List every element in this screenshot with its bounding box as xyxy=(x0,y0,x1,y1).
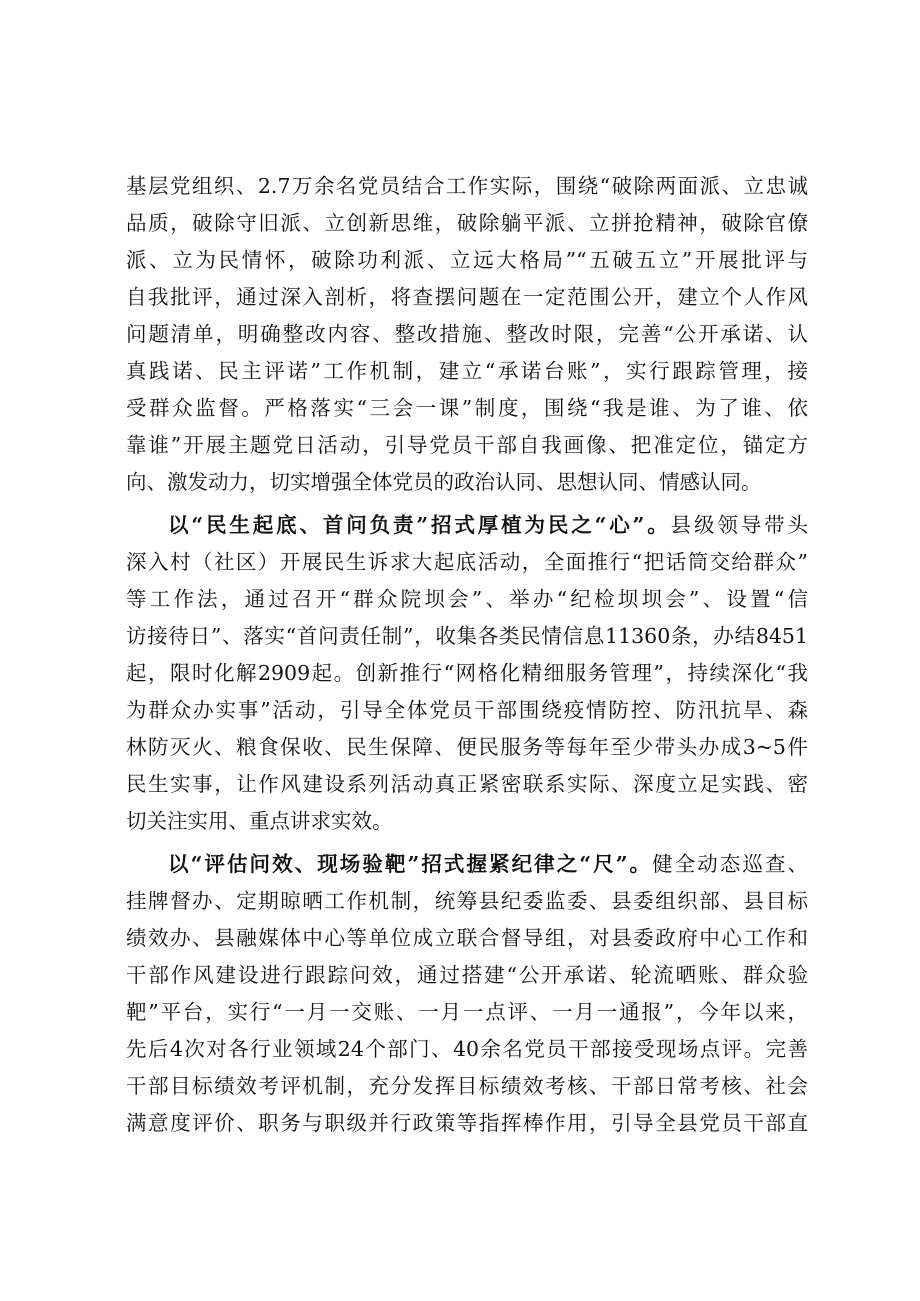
text-line: 等工作法，通过召开“群众院坝会”、举办“纪检坝坝会”、设置“信 xyxy=(126,587,808,611)
paragraph-heading: 以“民生起底、首问负责”招式厚植为民之“心”。 xyxy=(168,513,671,537)
text-line: 先后4次对各行业领域24个部门、40余名党员干部接受现场点评。完善 xyxy=(126,1037,808,1061)
text-run: 县级领导带头 xyxy=(670,513,808,537)
text-line: 为群众办实事”活动，引导全体党员干部围绕疫情防控、防汛抗旱、森 xyxy=(126,698,808,722)
text-line: 深入村（社区）开展民生诉求大起底活动，全面推行“把话筒交给群众” xyxy=(126,550,808,574)
text-line: 干部目标绩效考评机制，充分发挥目标绩效考核、干部日常考核、社会 xyxy=(126,1074,808,1098)
text-line: 民生实事，让作风建设系列活动真正紧密联系实际、深度立足实践、密 xyxy=(126,772,808,796)
text-line: 自我批评，通过深入剖析，将查摆问题在一定范围公开，建立个人作风 xyxy=(126,285,808,309)
text-line: 靶”平台，实行“一月一交账、一月一点评、一月一通报”，今年以来， xyxy=(126,1000,808,1024)
text-line: 基层党组织、2.7万余名党员结合工作实际，围绕“破除两面派、立忠诚 xyxy=(126,174,808,198)
text-line: 干部作风建设进行跟踪问效，通过搭建“公开承诺、轮流晒账、群众验 xyxy=(126,963,808,987)
text-line: 靠谁”开展主题党日活动，引导党员干部自我画像、把准定位，锚定方 xyxy=(126,433,808,457)
text-line: 满意度评价、职务与职级并行政策等指挥棒作用，引导全县党员干部直 xyxy=(126,1111,808,1135)
text-line: 向、激发动力，切实增强全体党员的政治认同、思想认同、情感认同。 xyxy=(126,470,762,494)
text-line: 绩效办、县融媒体中心等单位成立联合督导组，对县委政府中心工作和 xyxy=(126,926,808,950)
paragraph-first-line xyxy=(126,846,808,883)
paragraph-1 xyxy=(126,168,808,501)
text-line: 品质，破除守旧派、立创新思维，破除躺平派、立拼抢精神，破除官僚 xyxy=(126,211,808,235)
paragraph-heading: 以“评估问效、现场验靶”招式握紧纪律之“尺”。 xyxy=(168,852,653,876)
paragraph-2 xyxy=(126,507,808,840)
text-run: 健全动态巡查、 xyxy=(652,852,808,876)
text-line: 真践诺、民主评诺”工作机制，建立“承诺台账”，实行跟踪管理，接 xyxy=(126,359,808,383)
text-line: 受群众监督。严格落实“三会一课”制度，围绕“我是谁、为了谁、依 xyxy=(126,396,808,420)
text-line: 起，限时化解2909起。创新推行“网格化精细服务管理”，持续深化“我 xyxy=(126,661,808,685)
document-body xyxy=(126,168,808,1142)
paragraph-3 xyxy=(126,846,808,1142)
text-line: 问题清单，明确整改内容、整改措施、整改时限，完善“公开承诺、认 xyxy=(126,322,808,346)
text-line: 访接待日”、落实“首问责任制”，收集各类民情信息11360条，办结8451 xyxy=(126,624,808,648)
text-line: 挂牌督办、定期晾晒工作机制，统筹县纪委监委、县委组织部、县目标 xyxy=(126,889,808,913)
text-line: 派、立为民情怀，破除功利派、立远大格局”“五破五立”开展批评与 xyxy=(126,248,808,272)
text-line: 切关注实用、重点讲求实效。 xyxy=(126,809,393,833)
text-line: 林防灭火、粮食保收、民生保障、便民服务等每年至少带头办成3~5件 xyxy=(126,735,808,759)
paragraph-first-line xyxy=(126,507,808,544)
